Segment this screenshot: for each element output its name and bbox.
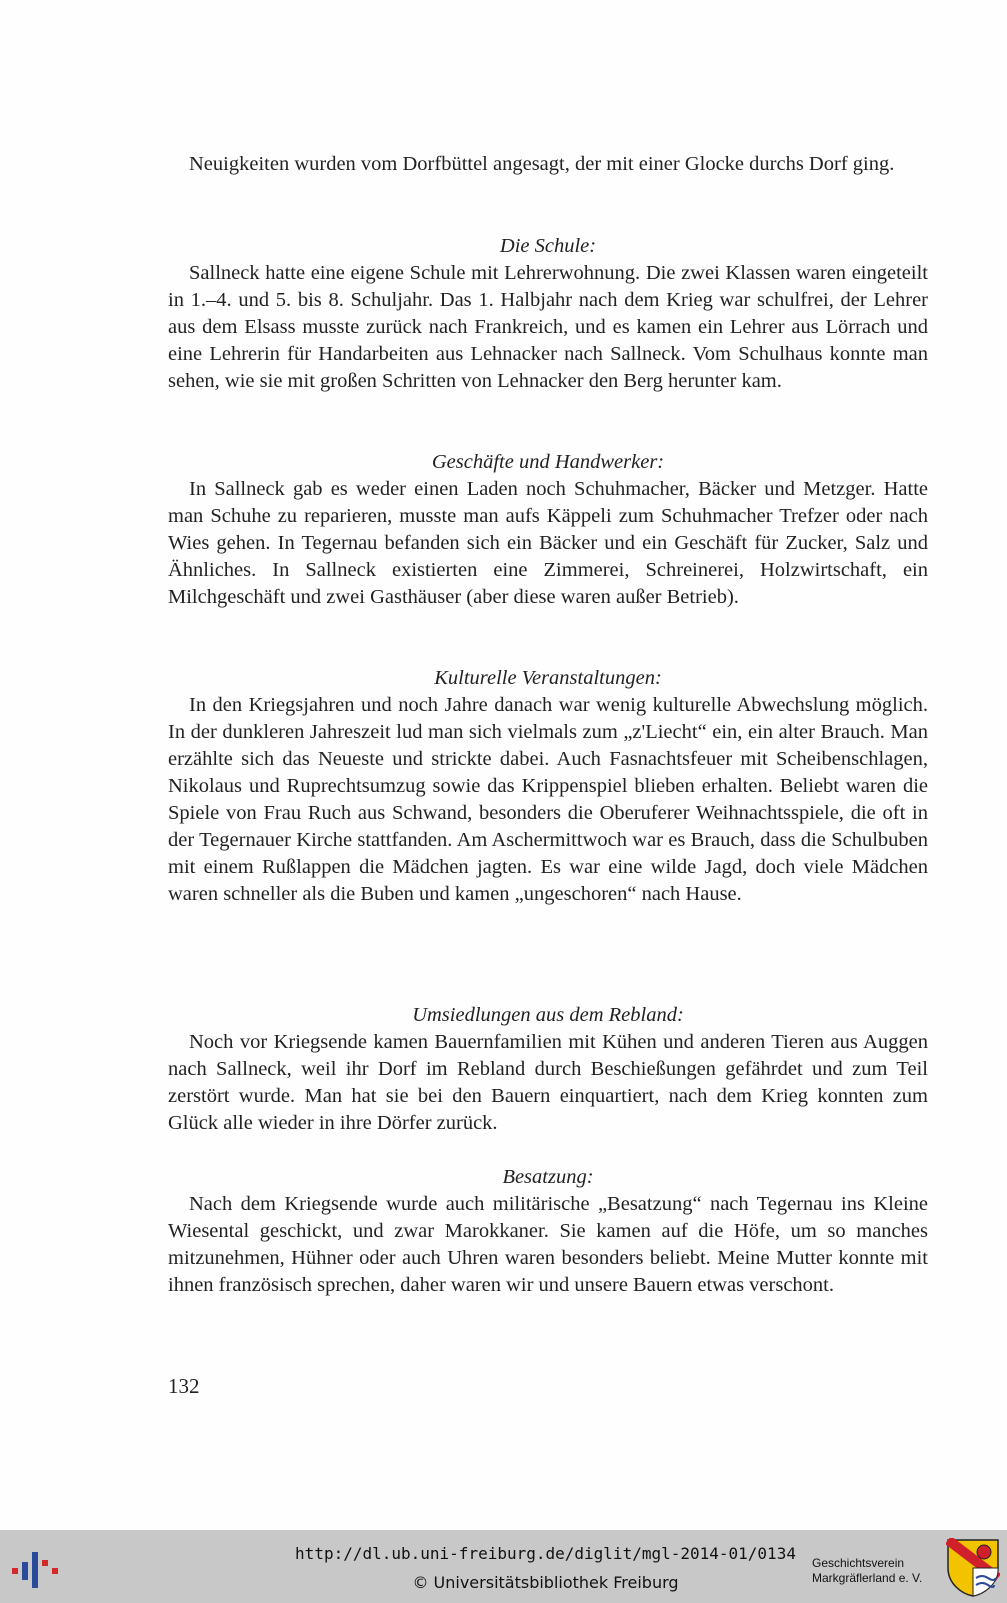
section-heading: Umsiedlungen aus dem Rebland: xyxy=(412,1004,684,1026)
section-paragraph: Nach dem Kriegsende wurde auch militärische „Besatzung“ nach Tegernau ins Kleine Wiesental geschickt, und zwar Marokkaner. Sie kamen auf die Höfe, um so manches mitzunehmen, Hühner oder auch Uhren waren besonders beliebt. Meine Mutter konnte mit ihnen französisch sprechen, daher waren wir und unsere Bauern etwas verschont. xyxy=(168,1193,928,1296)
section-schule xyxy=(168,233,928,395)
society-line-1: Geschichtsverein xyxy=(812,1556,905,1570)
section-besatzung xyxy=(168,1164,928,1299)
section-heading: Besatzung: xyxy=(502,1166,594,1188)
page-number: 132 xyxy=(168,1374,200,1398)
society-line-2: Markgräflerland e. V. xyxy=(812,1571,923,1585)
section-paragraph: In den Kriegsjahren und noch Jahre danach war wenig kulturelle Abwechslung möglich. In der dunkleren Jahreszeit lud man sich vielmals zum „z'Liecht“ ein, ein alter Brauch. Man erzählte sich das Neueste und strickte dabei. Auch Fasnachtsfeuer mit Scheibenschlagen, Nikolaus und Ruprechtsumzug sowie das Krippenspiel blieben erhalten. Beliebt waren die Spiele von Frau Ruch aus Schwand, besonders die Oberuferer Weihnachtsspiele, die oft in der Tegernauer Kirche stattfanden. Am Aschermittwoch war es Brauch, dass die Schulbuben mit einem Rußlappen die Mädchen jagten. Es war eine wilde Jagd, doch viele Mädchen waren schneller als die Buben und kamen „ungeschoren“ nach Hause. xyxy=(168,694,928,905)
section-paragraph: Noch vor Kriegsende kamen Bauernfamilien mit Kühen und anderen Tieren aus Auggen nach Sallneck, weil ihr Dorf im Rebland durch Beschießungen gefährdet und zum Teil zerstört wurde. Man hat sie bei den Bauern einquartiert, nach dem Krieg konnten zum Glück alle wieder in ihre Dörfer zurück. xyxy=(168,1031,928,1134)
footer-url-link[interactable]: http://dl.ub.uni-freiburg.de/diglit/mgl-2014-01/0134 xyxy=(295,1544,796,1563)
section-paragraph: In Sallneck gab es weder einen Laden noch Schuhmacher, Bäcker und Metzger. Hatte man Schuhe zu reparieren, musste man aufs Käppeli zum Schuhmacher Trefzer oder nach Wies gehen. In Tegernau befanden sich ein Bäcker und ein Geschäft für Zucker, Salz und Ähnliches. In Sallneck existierten eine Zimmerei, Schreinerei, Holzwirtschaft, ein Milchgeschäft und zwei Gasthäuser (aber diese waren außer Betrieb). xyxy=(168,478,928,608)
markgraeflerland-crest-icon xyxy=(946,1538,1000,1598)
footer-copyright: © Universitätsbibliothek Freiburg xyxy=(412,1573,679,1592)
section-geschaefte xyxy=(168,449,928,611)
section-heading: Die Schule: xyxy=(499,235,597,257)
intro-block xyxy=(168,151,928,178)
section-umsiedlungen xyxy=(168,1002,928,1137)
section-paragraph: Sallneck hatte eine eigene Schule mit Lehrerwohnung. Die zwei Klassen waren eingeteilt in 1.–4. und 5. bis 8. Schuljahr. Das 1. Halbjahr nach dem Krieg war schulfrei, der Lehrer aus dem Elsass musste zurück nach Frankreich, und es kamen ein Lehrer aus Lörrach und eine Lehrerin für Handarbeiten aus Lehnacker nach Sallneck. Vom Schulhaus konnte man sehen, wie sie mit großen Schritten von Lehnacker den Berg herunter kam. xyxy=(168,262,928,392)
footer-society-name xyxy=(812,1556,922,1586)
footer-bar xyxy=(0,1530,1007,1603)
section-heading: Geschäfte und Handwerker: xyxy=(431,451,665,473)
section-kultur xyxy=(168,665,928,908)
section-heading: Kulturelle Veranstaltungen: xyxy=(434,667,662,689)
intro-paragraph: Neuigkeiten wurden vom Dorfbüttel angesagt, der mit einer Glocke durchs Dorf ging. xyxy=(189,153,895,175)
